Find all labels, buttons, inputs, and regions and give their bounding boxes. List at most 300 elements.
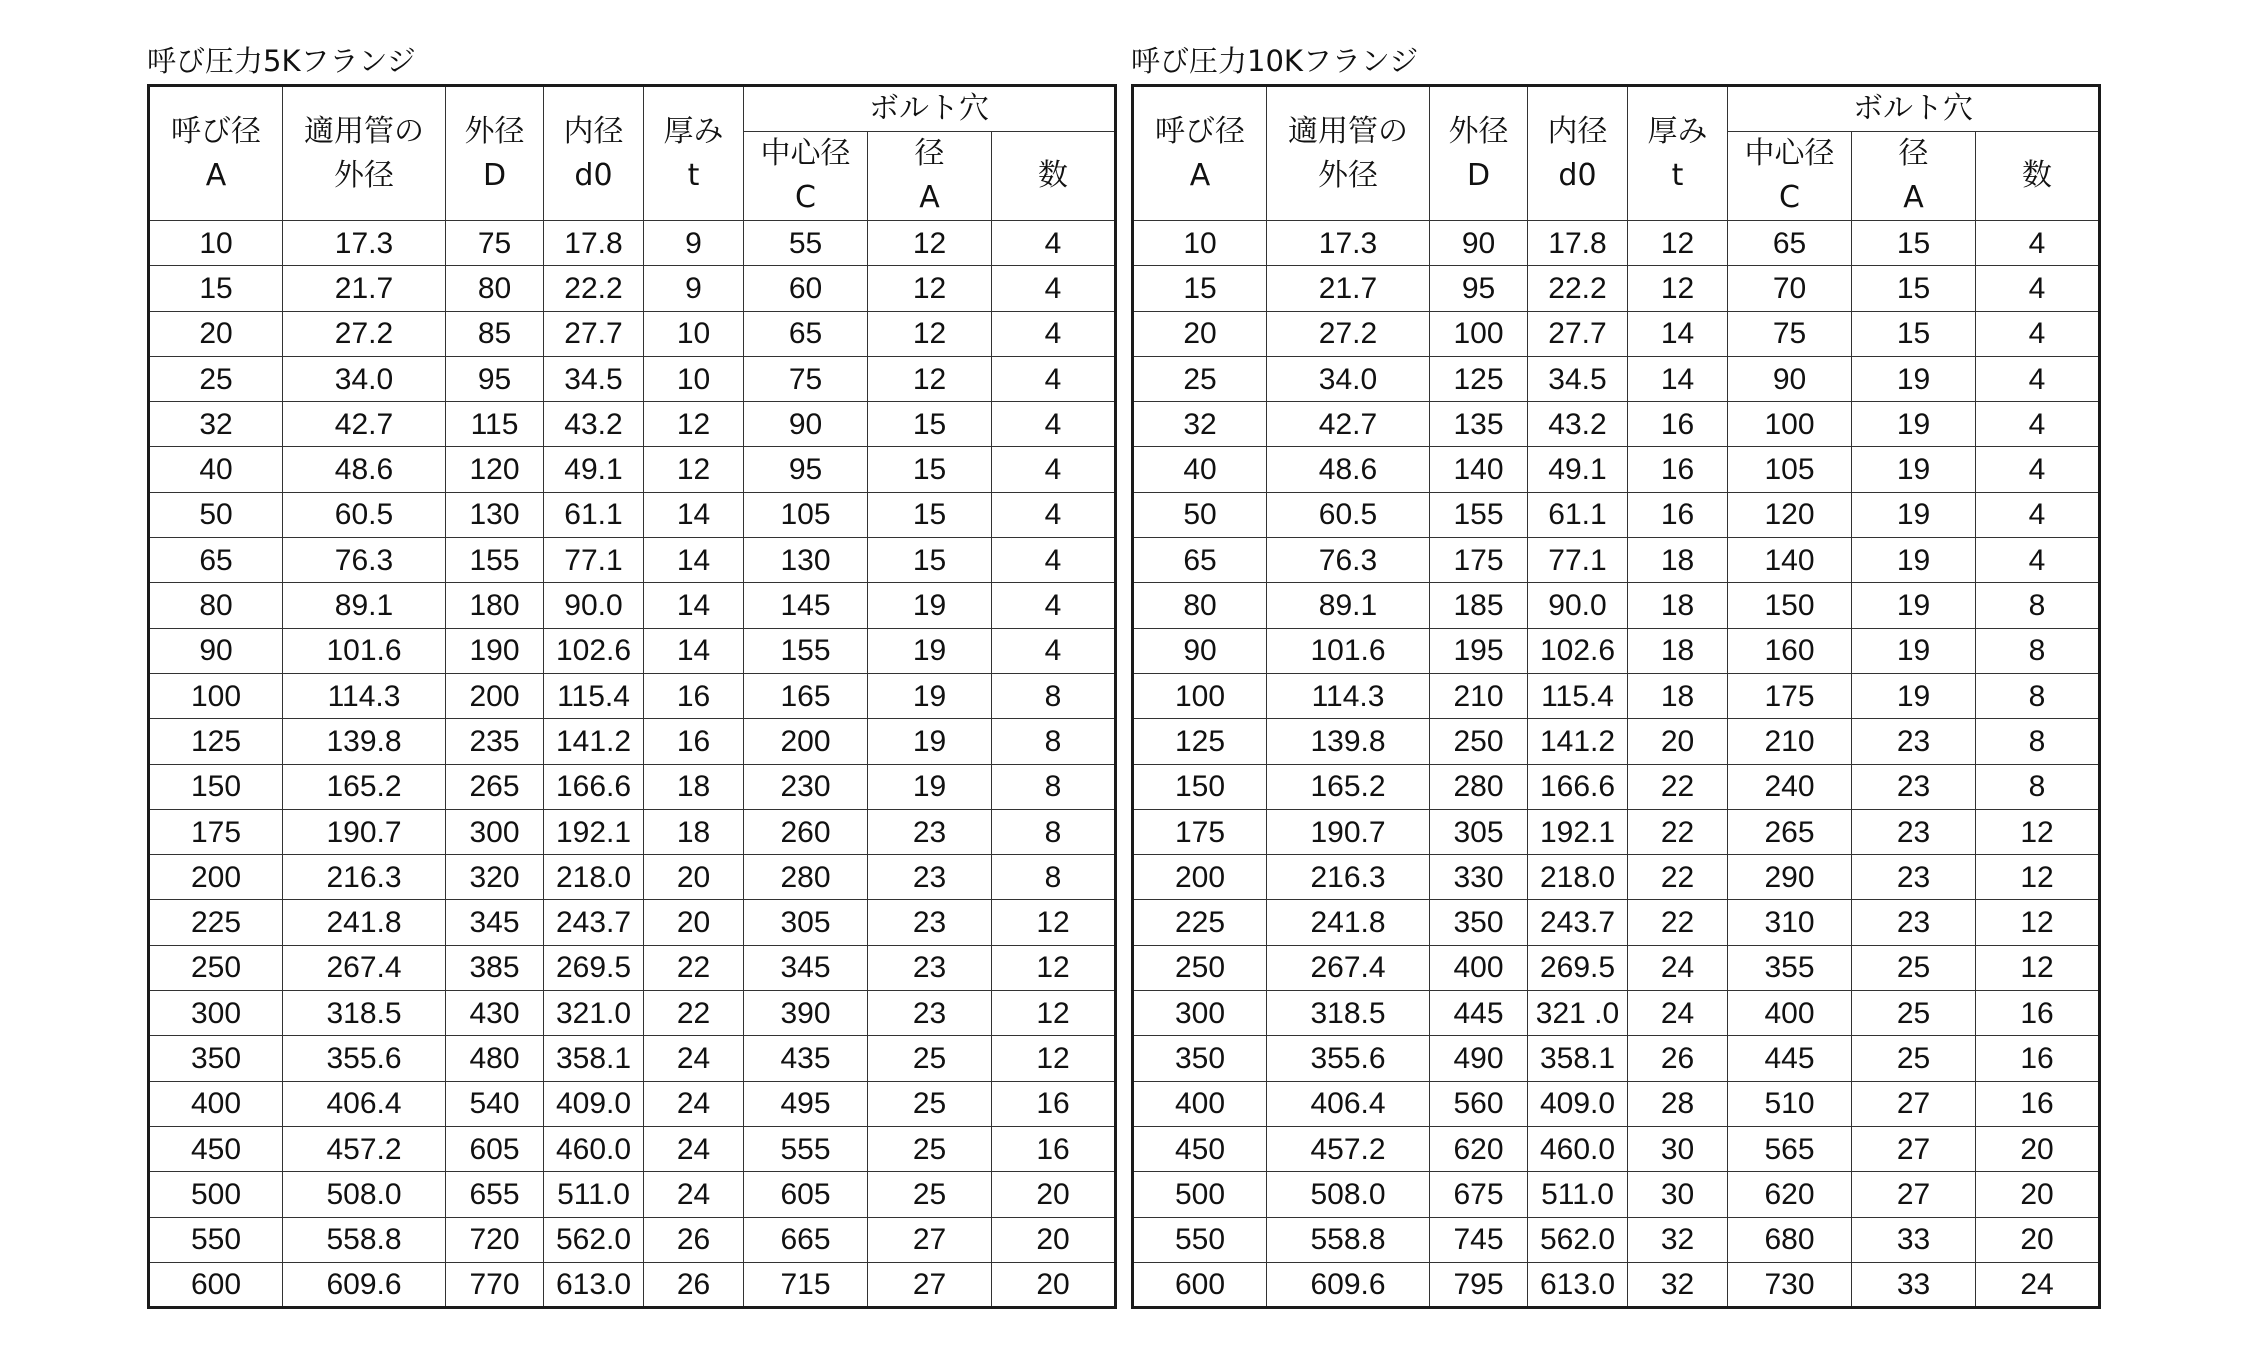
table-cell: 16: [1628, 492, 1728, 537]
table-cell: 500: [149, 1172, 283, 1217]
table-cell: 560: [1430, 1081, 1528, 1126]
table-cell: 120: [446, 447, 544, 492]
table-cell: 30: [1628, 1126, 1728, 1171]
table-cell: 23: [1852, 764, 1976, 809]
table-row: [149, 583, 1116, 628]
table-cell: 80: [149, 583, 283, 628]
table-cell: 16: [1628, 402, 1728, 447]
table-cell: 241.8: [1267, 900, 1430, 945]
table-cell: 175: [1133, 809, 1267, 854]
table-cell: 80: [1133, 583, 1267, 628]
table-cell: 190.7: [283, 809, 446, 854]
table-cell: 400: [1133, 1081, 1267, 1126]
table-cell: 12: [1976, 900, 2100, 945]
table-cell: 19: [868, 673, 992, 718]
table-cell: 115.4: [544, 673, 644, 718]
table-cell: 355.6: [283, 1036, 446, 1081]
table-cell: 25: [868, 1081, 992, 1126]
table-cell: 600: [149, 1262, 283, 1308]
table-cell: 190.7: [1267, 809, 1430, 854]
table-cell: 105: [744, 492, 868, 537]
table-cell: 406.4: [1267, 1081, 1430, 1126]
table-cell: 511.0: [1528, 1172, 1628, 1217]
table-cell: 720: [446, 1217, 544, 1262]
table-cell: 20: [1976, 1126, 2100, 1171]
table-cell: 27.7: [544, 311, 644, 356]
table-cell: 310: [1728, 900, 1852, 945]
table-cell: 23: [868, 991, 992, 1036]
table-cell: 22.2: [544, 266, 644, 311]
table-cell: 269.5: [544, 945, 644, 990]
table-cell: 60.5: [1267, 492, 1430, 537]
table-row: [149, 719, 1116, 764]
table-cell: 18: [1628, 628, 1728, 673]
table-cell: 14: [644, 538, 744, 583]
table-cell: 27.2: [1267, 311, 1430, 356]
table-cell: 605: [446, 1126, 544, 1171]
table-cell: 27.7: [1528, 311, 1628, 356]
table-cell: 795: [1430, 1262, 1528, 1308]
table-cell: 12: [992, 1036, 1116, 1081]
table-cell: 27: [1852, 1172, 1976, 1217]
table-cell: 409.0: [1528, 1081, 1628, 1126]
table-cell: 32: [1133, 402, 1267, 447]
table-cell: 25: [868, 1126, 992, 1171]
table-cell: 613.0: [544, 1262, 644, 1308]
table-cell: 355.6: [1267, 1036, 1430, 1081]
table-cell: 8: [992, 673, 1116, 718]
table-cell: 218.0: [544, 855, 644, 900]
table-cell: 24: [1976, 1262, 2100, 1308]
table-cell: 90.0: [1528, 583, 1628, 628]
table-cell: 75: [1728, 311, 1852, 356]
table-cell: 49.1: [544, 447, 644, 492]
table-cell: 460.0: [544, 1126, 644, 1171]
table-row: [1133, 1262, 2100, 1308]
table-cell: 33: [1852, 1217, 1976, 1262]
table-cell: 135: [1430, 402, 1528, 447]
table-cell: 34.0: [283, 356, 446, 401]
header-thickness: 厚み t: [644, 86, 744, 221]
table-cell: 100: [1133, 673, 1267, 718]
table-caption: 呼び圧力10Kフランジ: [1131, 44, 1419, 78]
table-cell: 24: [644, 1081, 744, 1126]
table-row: [149, 311, 1116, 356]
table-cell: 4: [992, 221, 1116, 266]
table-cell: 350: [1133, 1036, 1267, 1081]
table-cell: 200: [446, 673, 544, 718]
table-row: [1133, 1126, 2100, 1171]
table-cell: 16: [992, 1081, 1116, 1126]
table-cell: 22: [1628, 764, 1728, 809]
table-cell: 250: [1133, 945, 1267, 990]
table-cell: 77.1: [544, 538, 644, 583]
table-cell: 321 .0: [1528, 991, 1628, 1036]
table-cell: 12: [992, 991, 1116, 1036]
table-cell: 16: [1628, 447, 1728, 492]
table-cell: 24: [644, 1036, 744, 1081]
table-cell: 550: [149, 1217, 283, 1262]
table-cell: 4: [992, 402, 1116, 447]
table-cell: 4: [1976, 311, 2100, 356]
table-cell: 101.6: [283, 628, 446, 673]
table-cell: 20: [1133, 311, 1267, 356]
table-cell: 730: [1728, 1262, 1852, 1308]
table-row: [1133, 855, 2100, 900]
table-cell: 34.0: [1267, 356, 1430, 401]
table-cell: 40: [1133, 447, 1267, 492]
table-cell: 22.2: [1528, 266, 1628, 311]
table-cell: 77.1: [1528, 538, 1628, 583]
table-cell: 450: [1133, 1126, 1267, 1171]
table-cell: 90: [744, 402, 868, 447]
table-cell: 200: [149, 855, 283, 900]
table-cell: 235: [446, 719, 544, 764]
table-cell: 125: [149, 719, 283, 764]
table-cell: 17.3: [1267, 221, 1430, 266]
table-cell: 350: [1430, 900, 1528, 945]
table-cell: 180: [446, 583, 544, 628]
table-cell: 745: [1430, 1217, 1528, 1262]
table-cell: 192.1: [544, 809, 644, 854]
table-cell: 460.0: [1528, 1126, 1628, 1171]
table-cell: 23: [868, 900, 992, 945]
table-cell: 24: [1628, 991, 1728, 1036]
header-pipe-outer-diameter: 適用管の 外径: [283, 86, 446, 221]
table-cell: 12: [1976, 945, 2100, 990]
table-cell: 102.6: [1528, 628, 1628, 673]
table-cell: 12: [644, 402, 744, 447]
table-cell: 34.5: [544, 356, 644, 401]
table-cell: 218.0: [1528, 855, 1628, 900]
table-cell: 61.1: [544, 492, 644, 537]
table-row: [1133, 311, 2100, 356]
table-cell: 12: [992, 945, 1116, 990]
table-cell: 12: [1628, 221, 1728, 266]
table-cell: 130: [446, 492, 544, 537]
table-cell: 125: [1133, 719, 1267, 764]
table-row: [149, 1126, 1116, 1171]
table-row: [149, 447, 1116, 492]
table-cell: 19: [1852, 356, 1976, 401]
table-cell: 216.3: [1267, 855, 1430, 900]
header-inner-diameter: 内径 d0: [544, 86, 644, 221]
table-cell: 89.1: [283, 583, 446, 628]
table-cell: 265: [1728, 809, 1852, 854]
table-cell: 225: [1133, 900, 1267, 945]
table-cell: 25: [868, 1172, 992, 1217]
table-row: [149, 538, 1116, 583]
table-cell: 269.5: [1528, 945, 1628, 990]
header-bolt-hole-group: ボルト穴: [1728, 86, 2100, 132]
table-cell: 770: [446, 1262, 544, 1308]
table-cell: 4: [992, 266, 1116, 311]
table-cell: 14: [1628, 311, 1728, 356]
table-cell: 8: [992, 855, 1116, 900]
table-cell: 17.3: [283, 221, 446, 266]
table-row: [149, 945, 1116, 990]
table-cell: 558.8: [283, 1217, 446, 1262]
table-cell: 24: [1628, 945, 1728, 990]
table-cell: 76.3: [283, 538, 446, 583]
table-row: [1133, 900, 2100, 945]
table-cell: 23: [1852, 900, 1976, 945]
table-cell: 90.0: [544, 583, 644, 628]
table-row: [149, 673, 1116, 718]
table-cell: 620: [1430, 1126, 1528, 1171]
table-cell: 280: [1430, 764, 1528, 809]
table-cell: 24: [644, 1172, 744, 1217]
table-cell: 100: [1728, 402, 1852, 447]
table-row: [1133, 492, 2100, 537]
table-cell: 40: [149, 447, 283, 492]
table-row: [149, 1036, 1116, 1081]
table-cell: 150: [1133, 764, 1267, 809]
table-cell: 30: [1628, 1172, 1728, 1217]
table-cell: 33: [1852, 1262, 1976, 1308]
table-cell: 50: [149, 492, 283, 537]
table-cell: 120: [1728, 492, 1852, 537]
table-cell: 345: [744, 945, 868, 990]
table-row: [1133, 356, 2100, 401]
table-cell: 511.0: [544, 1172, 644, 1217]
table-row: [149, 402, 1116, 447]
table-cell: 8: [992, 764, 1116, 809]
table-cell: 558.8: [1267, 1217, 1430, 1262]
header-outer-diameter: 外径 D: [1430, 86, 1528, 221]
table-cell: 480: [446, 1036, 544, 1081]
table-cell: 22: [644, 991, 744, 1036]
table-cell: 4: [1976, 356, 2100, 401]
flange-10k-block: [1131, 42, 2101, 1309]
table-cell: 510: [1728, 1081, 1852, 1126]
table-cell: 166.6: [544, 764, 644, 809]
table-cell: 16: [1976, 991, 2100, 1036]
table-cell: 70: [1728, 266, 1852, 311]
header-bolt-hole-group: ボルト穴: [744, 86, 1116, 132]
table-cell: 100: [1430, 311, 1528, 356]
table-cell: 267.4: [283, 945, 446, 990]
table-row: [149, 628, 1116, 673]
table-cell: 12: [644, 447, 744, 492]
table-cell: 25: [1133, 356, 1267, 401]
table-cell: 90: [1728, 356, 1852, 401]
table-cell: 435: [744, 1036, 868, 1081]
table-row: [1133, 266, 2100, 311]
table-cell: 15: [868, 447, 992, 492]
table-cell: 355: [1728, 945, 1852, 990]
table-cell: 19: [1852, 628, 1976, 673]
table-caption: 呼び圧力5Kフランジ: [147, 44, 416, 78]
table-cell: 20: [644, 900, 744, 945]
table-cell: 17.8: [1528, 221, 1628, 266]
table-cell: 60.5: [283, 492, 446, 537]
table-cell: 15: [868, 492, 992, 537]
table-cell: 19: [1852, 402, 1976, 447]
table-cell: 20: [1976, 1217, 2100, 1262]
table-cell: 43.2: [544, 402, 644, 447]
table-cell: 10: [644, 311, 744, 356]
header-nominal-size: 呼び径 A: [1133, 86, 1267, 221]
table-cell: 500: [1133, 1172, 1267, 1217]
table-cell: 715: [744, 1262, 868, 1308]
table-row: [149, 266, 1116, 311]
table-cell: 61.1: [1528, 492, 1628, 537]
table-cell: 12: [992, 900, 1116, 945]
table-cell: 8: [1976, 764, 2100, 809]
table-cell: 125: [1430, 356, 1528, 401]
table-cell: 22: [1628, 900, 1728, 945]
table-cell: 26: [644, 1262, 744, 1308]
table-cell: 550: [1133, 1217, 1267, 1262]
table-cell: 22: [644, 945, 744, 990]
table-cell: 250: [1430, 719, 1528, 764]
table-cell: 210: [1430, 673, 1528, 718]
header-bolt-center-diameter: 中心径 C: [1728, 132, 1852, 221]
table-cell: 90: [149, 628, 283, 673]
table-cell: 32: [149, 402, 283, 447]
table-cell: 609.6: [283, 1262, 446, 1308]
header-inner-diameter: 内径 d0: [1528, 86, 1628, 221]
table-row: [1133, 402, 2100, 447]
table-cell: 8: [1976, 673, 2100, 718]
table-cell: 20: [992, 1217, 1116, 1262]
table-row: [149, 221, 1116, 266]
table-row: [149, 1172, 1116, 1217]
table-cell: 10: [644, 356, 744, 401]
table-cell: 4: [992, 447, 1116, 492]
table-cell: 350: [149, 1036, 283, 1081]
table-cell: 130: [744, 538, 868, 583]
flange-10k-table: [1131, 84, 2101, 1309]
table-cell: 16: [644, 719, 744, 764]
table-cell: 318.5: [283, 991, 446, 1036]
table-cell: 18: [1628, 538, 1728, 583]
table-row: [1133, 628, 2100, 673]
table-cell: 20: [149, 311, 283, 356]
table-row: [1133, 991, 2100, 1036]
table-cell: 65: [1728, 221, 1852, 266]
table-cell: 20: [644, 855, 744, 900]
table-cell: 90: [1430, 221, 1528, 266]
table-cell: 16: [1976, 1036, 2100, 1081]
table-cell: 140: [1728, 538, 1852, 583]
table-cell: 141.2: [544, 719, 644, 764]
table-cell: 48.6: [283, 447, 446, 492]
table-cell: 50: [1133, 492, 1267, 537]
table-cell: 409.0: [544, 1081, 644, 1126]
table-cell: 55: [744, 221, 868, 266]
table-cell: 16: [992, 1126, 1116, 1171]
table-row: [149, 991, 1116, 1036]
table-cell: 25: [149, 356, 283, 401]
table-cell: 267.4: [1267, 945, 1430, 990]
table-cell: 15: [1852, 266, 1976, 311]
table-cell: 358.1: [1528, 1036, 1628, 1081]
table-cell: 160: [1728, 628, 1852, 673]
table-cell: 141.2: [1528, 719, 1628, 764]
table-cell: 18: [1628, 673, 1728, 718]
table-cell: 43.2: [1528, 402, 1628, 447]
table-cell: 490: [1430, 1036, 1528, 1081]
table-cell: 19: [868, 628, 992, 673]
table-cell: 80: [446, 266, 544, 311]
table-cell: 139.8: [1267, 719, 1430, 764]
table-cell: 28: [1628, 1081, 1728, 1126]
table-cell: 60: [744, 266, 868, 311]
table-cell: 23: [868, 855, 992, 900]
table-row: [1133, 1036, 2100, 1081]
table-row: [1133, 1172, 2100, 1217]
table-cell: 23: [1852, 719, 1976, 764]
table-cell: 260: [744, 809, 868, 854]
table-cell: 114.3: [283, 673, 446, 718]
table-cell: 230: [744, 764, 868, 809]
table-cell: 540: [446, 1081, 544, 1126]
table-cell: 655: [446, 1172, 544, 1217]
table-cell: 250: [149, 945, 283, 990]
table-cell: 19: [1852, 673, 1976, 718]
table-cell: 21.7: [283, 266, 446, 311]
table-cell: 457.2: [1267, 1126, 1430, 1171]
table-cell: 200: [744, 719, 868, 764]
table-cell: 620: [1728, 1172, 1852, 1217]
table-cell: 4: [1976, 402, 2100, 447]
table-row: [1133, 764, 2100, 809]
table-cell: 4: [1976, 266, 2100, 311]
table-cell: 115: [446, 402, 544, 447]
table-cell: 140: [1430, 447, 1528, 492]
table-cell: 48.6: [1267, 447, 1430, 492]
table-cell: 65: [1133, 538, 1267, 583]
table-row: [149, 1217, 1116, 1262]
table-cell: 185: [1430, 583, 1528, 628]
table-cell: 12: [868, 311, 992, 356]
table-row: [149, 764, 1116, 809]
table-cell: 12: [868, 356, 992, 401]
table-cell: 385: [446, 945, 544, 990]
table-cell: 406.4: [283, 1081, 446, 1126]
table-cell: 300: [149, 991, 283, 1036]
table-cell: 613.0: [1528, 1262, 1628, 1308]
table-cell: 280: [744, 855, 868, 900]
table-cell: 445: [1728, 1036, 1852, 1081]
table-cell: 175: [1430, 538, 1528, 583]
table-cell: 145: [744, 583, 868, 628]
table-row: [1133, 221, 2100, 266]
header-nominal-size: 呼び径 A: [149, 86, 283, 221]
table-cell: 495: [744, 1081, 868, 1126]
table-cell: 508.0: [1267, 1172, 1430, 1217]
table-cell: 19: [868, 583, 992, 628]
table-cell: 27: [1852, 1126, 1976, 1171]
table-cell: 225: [149, 900, 283, 945]
table-cell: 25: [1852, 1036, 1976, 1081]
table-cell: 89.1: [1267, 583, 1430, 628]
table-cell: 26: [644, 1217, 744, 1262]
table-cell: 8: [992, 809, 1116, 854]
table-cell: 24: [644, 1126, 744, 1171]
table-cell: 318.5: [1267, 991, 1430, 1036]
table-cell: 457.2: [283, 1126, 446, 1171]
table-cell: 605: [744, 1172, 868, 1217]
table-cell: 445: [1430, 991, 1528, 1036]
table-cell: 139.8: [283, 719, 446, 764]
table-cell: 358.1: [544, 1036, 644, 1081]
table-cell: 400: [1728, 991, 1852, 1036]
table-cell: 20: [1628, 719, 1728, 764]
table-cell: 34.5: [1528, 356, 1628, 401]
